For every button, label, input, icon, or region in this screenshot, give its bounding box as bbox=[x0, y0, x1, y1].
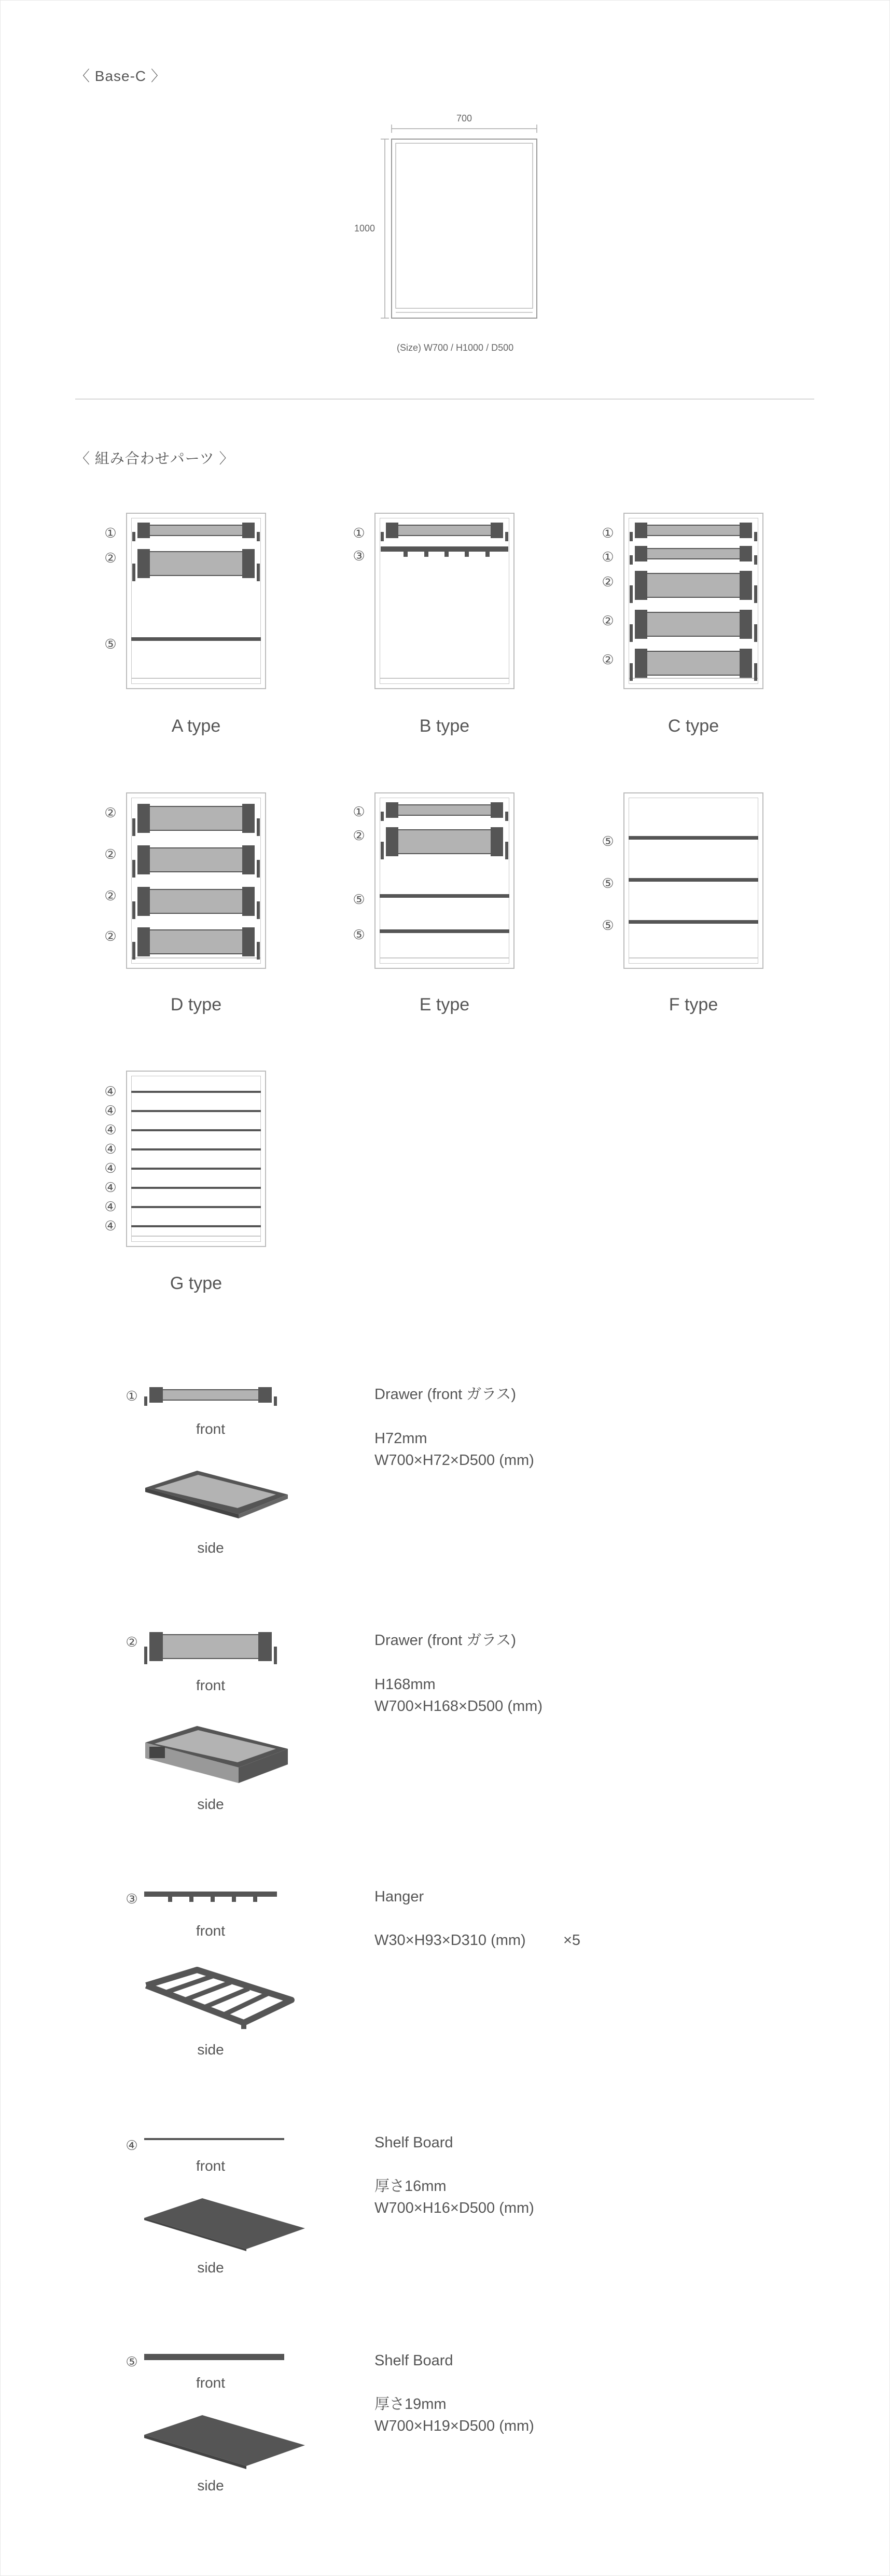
type-d-mark-4: ② bbox=[104, 928, 117, 944]
base-section-title: 〈 Base-C 〉 bbox=[75, 68, 166, 84]
type-g-label: G type bbox=[170, 1273, 223, 1293]
type-d-mark-1: ② bbox=[104, 805, 117, 820]
base-height-label: 1000 bbox=[354, 223, 376, 234]
shelf-board-16 bbox=[131, 1206, 261, 1208]
combo-section-title: 〈 組み合わせパーツ 〉 bbox=[75, 450, 234, 467]
type-b-label: B type bbox=[419, 716, 470, 736]
drawer-168 bbox=[630, 610, 757, 639]
type-c-mark-5: ② bbox=[602, 652, 614, 667]
drawer-72 bbox=[381, 802, 508, 818]
type-c-mark-2: ① bbox=[602, 549, 614, 565]
type-b-mark-1: ① bbox=[353, 525, 365, 541]
type-f-mark-2: ⑤ bbox=[602, 875, 614, 891]
type-c-mark-3: ② bbox=[602, 574, 614, 590]
type-f-cabinet bbox=[623, 792, 763, 969]
part-1-side-label: side bbox=[197, 1540, 224, 1556]
part-2-front-drawing bbox=[144, 1632, 277, 1661]
shelf-board-19 bbox=[629, 920, 758, 924]
section-divider bbox=[75, 399, 814, 400]
part-5-spec-2: W700×H19×D500 (mm) bbox=[374, 2418, 534, 2434]
part-4-side-label: side bbox=[197, 2259, 224, 2276]
part-3-spec-1: W30×H93×D310 (mm) bbox=[374, 1932, 526, 1949]
hanger bbox=[381, 545, 508, 557]
type-a-cabinet bbox=[126, 513, 266, 689]
part-4-name: Shelf Board bbox=[374, 2134, 453, 2151]
type-g-mark-8: ④ bbox=[104, 1218, 117, 1234]
type-g-mark-7: ④ bbox=[104, 1199, 117, 1214]
drawer-168 bbox=[630, 571, 757, 600]
drawer-168 bbox=[132, 845, 260, 874]
type-g-mark-6: ④ bbox=[104, 1180, 117, 1195]
type-f-mark-3: ⑤ bbox=[602, 917, 614, 933]
type-c-label: C type bbox=[668, 716, 719, 736]
part-3-front-label: front bbox=[196, 1923, 226, 1939]
shelf-board-19 bbox=[131, 637, 261, 641]
type-g-mark-5: ④ bbox=[104, 1160, 117, 1176]
type-e-mark-3: ⑤ bbox=[353, 892, 365, 907]
drawer-168 bbox=[381, 827, 508, 856]
part-5-front-label: front bbox=[196, 2375, 226, 2391]
type-g-mark-1: ④ bbox=[104, 1084, 117, 1099]
part-4-mark: ④ bbox=[126, 2137, 138, 2153]
part-1-front-drawing bbox=[144, 1387, 277, 1403]
type-a-mark-1: ① bbox=[104, 525, 117, 541]
type-d-label: D type bbox=[170, 995, 222, 1015]
drawer-168 bbox=[132, 804, 260, 833]
base-cabinet-drawing bbox=[347, 119, 545, 332]
part-3-qty: ×5 bbox=[563, 1932, 581, 1949]
type-g-mark-3: ④ bbox=[104, 1122, 117, 1138]
shelf-board-19 bbox=[629, 878, 758, 882]
type-e-mark-4: ⑤ bbox=[353, 927, 365, 942]
type-c-cabinet bbox=[623, 513, 763, 689]
part-4-front-label: front bbox=[196, 2158, 226, 2174]
type-e-label: E type bbox=[419, 995, 470, 1015]
shelf-board-16 bbox=[131, 1110, 261, 1112]
part-2-side-label: side bbox=[197, 1796, 224, 1812]
part-5-mark: ⑤ bbox=[126, 2354, 138, 2369]
type-b-cabinet bbox=[374, 513, 514, 689]
type-f-mark-1: ⑤ bbox=[602, 833, 614, 849]
type-g-mark-2: ④ bbox=[104, 1103, 117, 1118]
part-5-spec-1: 厚さ19mm bbox=[374, 2396, 447, 2413]
shelf-board-16 bbox=[131, 1187, 261, 1189]
part-1-side-drawing bbox=[140, 1464, 290, 1522]
drawer-168 bbox=[630, 649, 757, 678]
part-4-side-drawing bbox=[140, 2196, 311, 2253]
drawer-72 bbox=[630, 546, 757, 561]
shelf-board-19 bbox=[380, 929, 509, 933]
shelf-board-19 bbox=[629, 836, 758, 840]
part-1-mark: ① bbox=[126, 1388, 138, 1404]
part-5-front-drawing bbox=[144, 2354, 284, 2360]
part-2-name: Drawer (front ガラス) bbox=[374, 1632, 517, 1649]
type-d-mark-2: ② bbox=[104, 846, 117, 862]
type-e-cabinet bbox=[374, 792, 514, 969]
part-1-spec-1: H72mm bbox=[374, 1430, 427, 1447]
type-d-cabinet bbox=[126, 792, 266, 969]
type-f-label: F type bbox=[669, 995, 718, 1015]
type-b-mark-2: ③ bbox=[353, 548, 365, 564]
type-c-mark-1: ① bbox=[602, 525, 614, 541]
part-3-mark: ③ bbox=[126, 1891, 138, 1907]
part-3-front-drawing bbox=[144, 1890, 277, 1902]
type-a-label: A type bbox=[171, 716, 221, 736]
drawer-168 bbox=[132, 927, 260, 956]
type-a-mark-3: ⑤ bbox=[104, 636, 117, 652]
drawer-168 bbox=[132, 887, 260, 916]
type-d-mark-3: ② bbox=[104, 888, 117, 903]
part-3-name: Hanger bbox=[374, 1888, 424, 1905]
drawer-72 bbox=[630, 523, 757, 538]
part-4-front-drawing bbox=[144, 2138, 284, 2140]
shelf-board-19 bbox=[380, 894, 509, 898]
type-g-cabinet bbox=[126, 1071, 266, 1247]
part-4-spec-2: W700×H16×D500 (mm) bbox=[374, 2200, 534, 2216]
type-a-mark-2: ② bbox=[104, 550, 117, 566]
part-1-spec-2: W700×H72×D500 (mm) bbox=[374, 1452, 534, 1469]
drawer-72 bbox=[381, 523, 508, 538]
shelf-board-16 bbox=[131, 1168, 261, 1170]
part-2-mark: ② bbox=[126, 1634, 138, 1650]
base-width-label: 700 bbox=[456, 113, 472, 124]
part-2-spec-1: H168mm bbox=[374, 1676, 436, 1693]
shelf-board-16 bbox=[131, 1225, 261, 1227]
shelf-board-16 bbox=[131, 1091, 261, 1093]
shelf-board-16 bbox=[131, 1129, 261, 1131]
part-1-front-label: front bbox=[196, 1421, 226, 1437]
part-2-side-drawing bbox=[140, 1722, 290, 1789]
type-e-mark-1: ① bbox=[353, 804, 365, 819]
base-size-text: (Size) W700 / H1000 / D500 bbox=[397, 342, 514, 353]
part-2-front-label: front bbox=[196, 1677, 226, 1693]
part-3-side-label: side bbox=[197, 2041, 224, 2058]
type-e-mark-2: ② bbox=[353, 828, 365, 843]
type-c-mark-4: ② bbox=[602, 613, 614, 628]
part-3-side-drawing bbox=[140, 1965, 296, 2032]
type-g-mark-4: ④ bbox=[104, 1141, 117, 1157]
part-2-spec-2: W700×H168×D500 (mm) bbox=[374, 1698, 543, 1715]
part-5-side-label: side bbox=[197, 2477, 224, 2493]
shelf-board-16 bbox=[131, 1148, 261, 1150]
part-4-spec-1: 厚さ16mm bbox=[374, 2178, 447, 2195]
part-5-name: Shelf Board bbox=[374, 2352, 453, 2369]
drawer-72 bbox=[132, 523, 260, 538]
part-1-name: Drawer (front ガラス) bbox=[374, 1386, 517, 1403]
part-5-side-drawing bbox=[140, 2413, 311, 2473]
drawer-168 bbox=[132, 549, 260, 578]
